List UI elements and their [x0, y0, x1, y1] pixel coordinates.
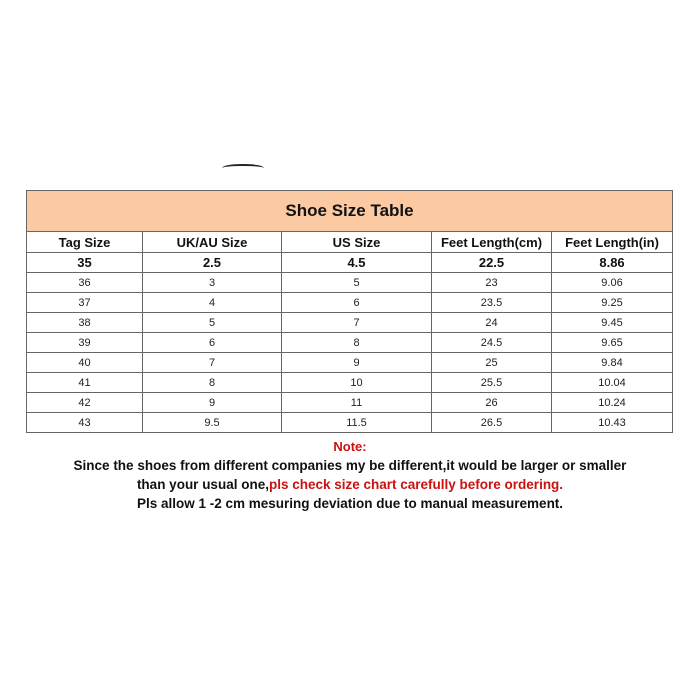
table-title-row: [27, 191, 673, 232]
cell-tag-size: 35: [27, 253, 143, 273]
cell-feet-length-in: 9.06: [552, 273, 673, 293]
note-line-2-text: than your usual one,: [136, 477, 269, 492]
cell-us-size: 11.5: [282, 413, 432, 433]
cell-uk-au-size: 4: [143, 293, 282, 313]
table-header-row: [27, 232, 673, 253]
cell-feet-length-cm: 23: [432, 273, 552, 293]
cell-us-size: 10: [282, 373, 432, 393]
cell-uk-au-size: 8: [143, 373, 282, 393]
cell-tag-size: 43: [27, 413, 143, 433]
cell-uk-au-size: 9: [143, 393, 282, 413]
note-line-2-highlight: pls check size chart carefully before ordering.: [268, 477, 564, 492]
header-uk-au-size: UK/AU Size: [143, 232, 282, 253]
cell-uk-au-size: 7: [143, 353, 282, 373]
header-tag-size: Tag Size: [27, 232, 143, 253]
note-block: [0, 437, 700, 513]
cell-feet-length-in: 10.24: [552, 393, 673, 413]
cell-us-size: 4.5: [282, 253, 432, 273]
cell-tag-size: 39: [27, 333, 143, 353]
header-feet-length-cm: Feet Length(cm): [432, 232, 552, 253]
table-row: [27, 313, 673, 333]
cell-feet-length-cm: 26.5: [432, 413, 552, 433]
table-row: [27, 373, 673, 393]
header-feet-length-in: Feet Length(in): [552, 232, 673, 253]
table-row: [27, 273, 673, 293]
cell-us-size: 5: [282, 273, 432, 293]
note-line-1: Since the shoes from different companies my be different,it would be larger or smaller: [73, 458, 627, 473]
cell-feet-length-in: 8.86: [552, 253, 673, 273]
shoe-size-table: [26, 190, 673, 433]
cell-tag-size: 37: [27, 293, 143, 313]
cell-feet-length-in: 9.65: [552, 333, 673, 353]
note-title: Note:: [333, 439, 367, 454]
note-line-3: Pls allow 1 -2 cm mesuring deviation due to manual measurement.: [136, 496, 564, 511]
cell-feet-length-cm: 23.5: [432, 293, 552, 313]
table-row: [27, 253, 673, 273]
table-row: [27, 393, 673, 413]
cell-tag-size: 36: [27, 273, 143, 293]
table-row: [27, 353, 673, 373]
cell-feet-length-in: 10.04: [552, 373, 673, 393]
header-us-size: US Size: [282, 232, 432, 253]
cell-feet-length-cm: 26: [432, 393, 552, 413]
cell-us-size: 7: [282, 313, 432, 333]
table-row: [27, 413, 673, 433]
cell-feet-length-in: 9.45: [552, 313, 673, 333]
cell-feet-length-in: 10.43: [552, 413, 673, 433]
cell-feet-length-in: 9.25: [552, 293, 673, 313]
cell-feet-length-in: 9.84: [552, 353, 673, 373]
cell-feet-length-cm: 24.5: [432, 333, 552, 353]
cell-uk-au-size: 9.5: [143, 413, 282, 433]
cell-feet-length-cm: 24: [432, 313, 552, 333]
cell-feet-length-cm: 25.5: [432, 373, 552, 393]
cell-us-size: 8: [282, 333, 432, 353]
cell-us-size: 11: [282, 393, 432, 413]
cell-uk-au-size: 3: [143, 273, 282, 293]
table-row: [27, 293, 673, 313]
table-row: [27, 333, 673, 353]
cell-tag-size: 41: [27, 373, 143, 393]
cell-tag-size: 40: [27, 353, 143, 373]
note-line-2: [0, 475, 700, 494]
decorative-smudge: [222, 164, 264, 172]
cell-feet-length-cm: 25: [432, 353, 552, 373]
cell-us-size: 6: [282, 293, 432, 313]
cell-us-size: 9: [282, 353, 432, 373]
cell-uk-au-size: 5: [143, 313, 282, 333]
cell-uk-au-size: 6: [143, 333, 282, 353]
cell-feet-length-cm: 22.5: [432, 253, 552, 273]
cell-tag-size: 42: [27, 393, 143, 413]
table-title: Shoe Size Table: [27, 191, 673, 232]
cell-uk-au-size: 2.5: [143, 253, 282, 273]
cell-tag-size: 38: [27, 313, 143, 333]
